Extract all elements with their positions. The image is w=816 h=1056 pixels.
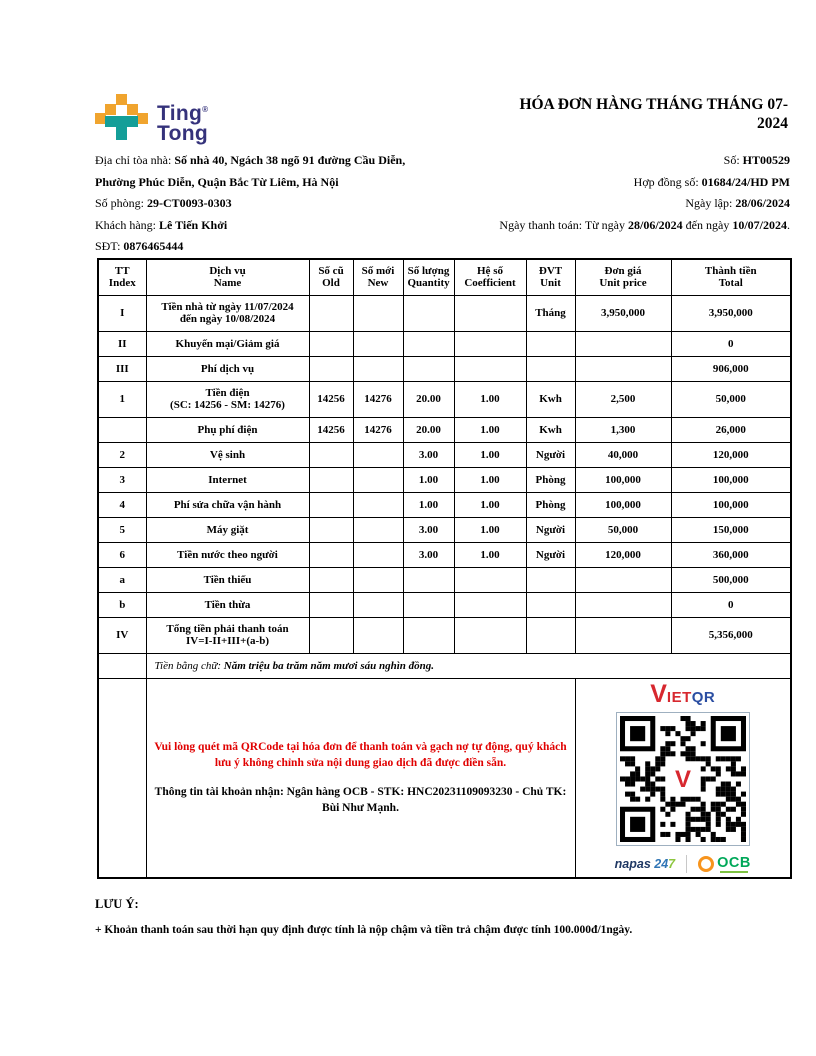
quantity-cell: [403, 356, 454, 381]
new-reading-cell: [353, 517, 403, 542]
new-reading-cell: [353, 542, 403, 567]
col-header-quantity: Số lượng Quantity: [403, 259, 454, 295]
vietqr-logo: V IET QR: [650, 680, 716, 709]
ocb-ring-icon: [698, 856, 714, 872]
old-reading-cell: [309, 567, 353, 592]
old-reading-cell: [309, 331, 353, 356]
new-reading-cell: [353, 492, 403, 517]
unit-cell: Phòng: [526, 467, 575, 492]
service-name-cell: Tiền nước theo người: [146, 542, 309, 567]
row-index-cell: b: [98, 592, 146, 617]
unit-price-cell: 100,000: [575, 492, 671, 517]
coefficient-cell: [454, 356, 526, 381]
brand-name-line2: Tong: [157, 122, 208, 145]
qr-code-panel: [575, 678, 791, 878]
new-reading-cell: [353, 467, 403, 492]
service-name-cell: Internet: [146, 467, 309, 492]
quantity-cell: 20.00: [403, 417, 454, 442]
table-row: [98, 331, 791, 356]
quantity-cell: 1.00: [403, 492, 454, 517]
table-row: [98, 567, 791, 592]
col-header-coefficient: Hệ số Coefficient: [454, 259, 526, 295]
row-index-cell: 4: [98, 492, 146, 517]
table-row: [98, 592, 791, 617]
unit-price-cell: [575, 567, 671, 592]
coefficient-cell: 1.00: [454, 492, 526, 517]
customer-name: Khách hàng: Lê Tiến Khởi: [95, 217, 228, 232]
old-reading-cell: [309, 617, 353, 653]
napas-logo: napas 247: [614, 857, 676, 872]
service-name-cell: Tiền thừa: [146, 592, 309, 617]
building-address-line1: Địa chỉ tòa nhà: Số nhà 40, Ngách 38 ngõ 91 đường Cầu Diễn,: [95, 153, 406, 167]
service-name-cell: Tiền nhà từ ngày 11/07/2024 đến ngày 10/08/2024: [146, 295, 309, 331]
coefficient-cell: 1.00: [454, 381, 526, 417]
unit-price-cell: 1,300: [575, 417, 671, 442]
qr-code: [616, 712, 750, 846]
new-reading-cell: [353, 567, 403, 592]
table-row: [98, 295, 791, 331]
coefficient-cell: [454, 617, 526, 653]
old-reading-cell: [309, 542, 353, 567]
new-reading-cell: [353, 442, 403, 467]
building-address-line2: Phường Phúc Diễn, Quận Bắc Từ Liêm, Hà Nội: [95, 174, 339, 189]
payment-partners: [580, 855, 787, 873]
divider: [686, 855, 687, 873]
total-cell: 150,000: [671, 517, 791, 542]
row-index-cell: IV: [98, 617, 146, 653]
quantity-cell: [403, 617, 454, 653]
total-cell: 360,000: [671, 542, 791, 567]
amount-in-words: Tiền bằng chữ: Năm triệu ba trăm năm mươi sáu nghìn đồng.: [146, 653, 791, 678]
row-index-cell: 2: [98, 442, 146, 467]
old-reading-cell: [309, 467, 353, 492]
quantity-cell: 3.00: [403, 517, 454, 542]
unit-cell: Người: [526, 442, 575, 467]
invoice-table-body: [98, 295, 791, 878]
total-cell: 100,000: [671, 492, 791, 517]
old-reading-cell: [309, 442, 353, 467]
total-cell: 906,000: [671, 356, 791, 381]
late-payment-note: + Khoản thanh toán sau thời hạn quy định được tính là nộp chậm và tiền trả chậm được tính 100.000đ/1ngày.: [95, 924, 633, 936]
unit-cell: Phòng: [526, 492, 575, 517]
invoice-meta: [95, 150, 790, 258]
payment-period: Ngày thanh toán: Từ ngày 28/06/2024 đến ngày 10/07/2024.: [499, 217, 790, 232]
row-index-cell: 3: [98, 467, 146, 492]
brand-logo: [95, 94, 208, 144]
total-cell: 0: [671, 592, 791, 617]
new-reading-cell: [353, 592, 403, 617]
room-number: Số phòng: 29-CT0093-0303: [95, 196, 232, 210]
service-name-cell: Khuyến mại/Giảm giá: [146, 331, 309, 356]
new-reading-cell: [353, 295, 403, 331]
col-header-old: Số cũ Old: [309, 259, 353, 295]
coefficient-cell: [454, 592, 526, 617]
col-header-service: Dịch vụ Name: [146, 259, 309, 295]
new-reading-cell: 14276: [353, 381, 403, 417]
brand-name: [157, 100, 208, 144]
service-name-cell: Phí dịch vụ: [146, 356, 309, 381]
unit-cell: [526, 592, 575, 617]
unit-price-cell: [575, 617, 671, 653]
quantity-cell: [403, 592, 454, 617]
old-reading-cell: [309, 356, 353, 381]
new-reading-cell: [353, 617, 403, 653]
unit-price-cell: 100,000: [575, 467, 671, 492]
ocb-logo: OCB: [698, 856, 751, 873]
col-header-unit: ĐVT Unit: [526, 259, 575, 295]
total-cell: 5,356,000: [671, 617, 791, 653]
unit-price-cell: 2,500: [575, 381, 671, 417]
empty-cell: [98, 678, 146, 878]
old-reading-cell: 14256: [309, 381, 353, 417]
qr-warning-note: Vui lòng quét mã QRCode tại hóa đơn để thanh toán và gạch nợ tự động, quý khách lưu ý không chỉnh sửa nội dung giao dịch đã được điền sẵn.: [154, 741, 567, 770]
unit-cell: Tháng: [526, 295, 575, 331]
old-reading-cell: [309, 492, 353, 517]
brand-name-line1: Ting: [157, 102, 203, 125]
invoice-title-line1: HÓA ĐƠN HÀNG THÁNG THÁNG 07-: [519, 96, 788, 113]
total-cell: 50,000: [671, 381, 791, 417]
row-index-cell: 6: [98, 542, 146, 567]
notes-title: LƯU Ý:: [95, 897, 139, 911]
service-name-cell: Máy giặt: [146, 517, 309, 542]
quantity-cell: [403, 295, 454, 331]
table-row: [98, 381, 791, 417]
registered-mark: ®: [202, 105, 209, 114]
coefficient-cell: [454, 331, 526, 356]
quantity-cell: 3.00: [403, 442, 454, 467]
table-row: [98, 356, 791, 381]
invoice-table: [97, 258, 792, 879]
coefficient-cell: 1.00: [454, 467, 526, 492]
unit-price-cell: 120,000: [575, 542, 671, 567]
account-info: Thông tin tài khoản nhận: Ngân hàng OCB - STK: HNC20231109093230 - Chủ TK: Bùi Như Mạnh.: [154, 786, 567, 815]
table-row: [98, 492, 791, 517]
table-row: [98, 517, 791, 542]
amount-in-words-row: [98, 653, 791, 678]
service-name-cell: Tiền điện (SC: 14256 - SM: 14276): [146, 381, 309, 417]
unit-price-cell: 50,000: [575, 517, 671, 542]
unit-price-cell: [575, 592, 671, 617]
total-cell: 26,000: [671, 417, 791, 442]
unit-cell: Người: [526, 542, 575, 567]
tingtong-logo-icon: [95, 94, 148, 144]
row-index-cell: I: [98, 295, 146, 331]
col-header-total: Thành tiền Total: [671, 259, 791, 295]
total-cell: 500,000: [671, 567, 791, 592]
unit-price-cell: [575, 331, 671, 356]
table-row: [98, 617, 791, 653]
svg-text:V: V: [674, 766, 691, 794]
old-reading-cell: [309, 295, 353, 331]
quantity-cell: 3.00: [403, 542, 454, 567]
service-name-cell: Tiền thiếu: [146, 567, 309, 592]
unit-price-cell: 3,950,000: [575, 295, 671, 331]
coefficient-cell: 1.00: [454, 442, 526, 467]
service-name-cell: Phí sửa chữa vận hành: [146, 492, 309, 517]
quantity-cell: [403, 567, 454, 592]
row-index-cell: 5: [98, 517, 146, 542]
issue-date: Ngày lập: 28/06/2024: [685, 196, 790, 210]
col-header-new: Số mới New: [353, 259, 403, 295]
total-cell: 0: [671, 331, 791, 356]
row-index-cell: 1: [98, 381, 146, 417]
unit-cell: Kwh: [526, 381, 575, 417]
old-reading-cell: [309, 517, 353, 542]
row-index-cell: II: [98, 331, 146, 356]
coefficient-cell: [454, 567, 526, 592]
coefficient-cell: [454, 295, 526, 331]
old-reading-cell: 14256: [309, 417, 353, 442]
new-reading-cell: 14276: [353, 417, 403, 442]
row-index-cell: III: [98, 356, 146, 381]
invoice-title: [448, 95, 788, 133]
unit-cell: [526, 331, 575, 356]
quantity-cell: 20.00: [403, 381, 454, 417]
service-name-cell: Vệ sinh: [146, 442, 309, 467]
col-header-unit-price: Đơn giá Unit price: [575, 259, 671, 295]
table-row: [98, 467, 791, 492]
unit-cell: [526, 567, 575, 592]
unit-cell: Người: [526, 517, 575, 542]
quantity-cell: 1.00: [403, 467, 454, 492]
table-header-row: [98, 259, 791, 295]
invoice-number: Số: HT00529: [723, 153, 790, 167]
row-index-cell: a: [98, 567, 146, 592]
unit-cell: Kwh: [526, 417, 575, 442]
old-reading-cell: [309, 592, 353, 617]
coefficient-cell: 1.00: [454, 417, 526, 442]
unit-price-cell: 40,000: [575, 442, 671, 467]
total-cell: 100,000: [671, 467, 791, 492]
total-cell: 3,950,000: [671, 295, 791, 331]
new-reading-cell: [353, 356, 403, 381]
coefficient-cell: 1.00: [454, 517, 526, 542]
table-row: [98, 442, 791, 467]
total-cell: 120,000: [671, 442, 791, 467]
table-row: [98, 542, 791, 567]
service-name-cell: Phụ phí điện: [146, 417, 309, 442]
table-row: [98, 417, 791, 442]
new-reading-cell: [353, 331, 403, 356]
row-index-cell: [98, 417, 146, 442]
footer-notes: [95, 897, 755, 936]
service-name-cell: Tổng tiền phải thanh toán IV=I-II+III+(a-b): [146, 617, 309, 653]
col-header-index: TT Index: [98, 259, 146, 295]
customer-phone: SĐT: 0876465444: [95, 239, 184, 253]
payment-instructions: [146, 678, 575, 878]
invoice-title-line2: 2024: [757, 115, 788, 132]
coefficient-cell: 1.00: [454, 542, 526, 567]
unit-price-cell: [575, 356, 671, 381]
unit-cell: [526, 356, 575, 381]
unit-cell: [526, 617, 575, 653]
contract-number: Hợp đồng số: 01684/24/HD PM: [633, 174, 790, 189]
payment-qr-row: [98, 678, 791, 878]
quantity-cell: [403, 331, 454, 356]
empty-cell: [98, 653, 146, 678]
